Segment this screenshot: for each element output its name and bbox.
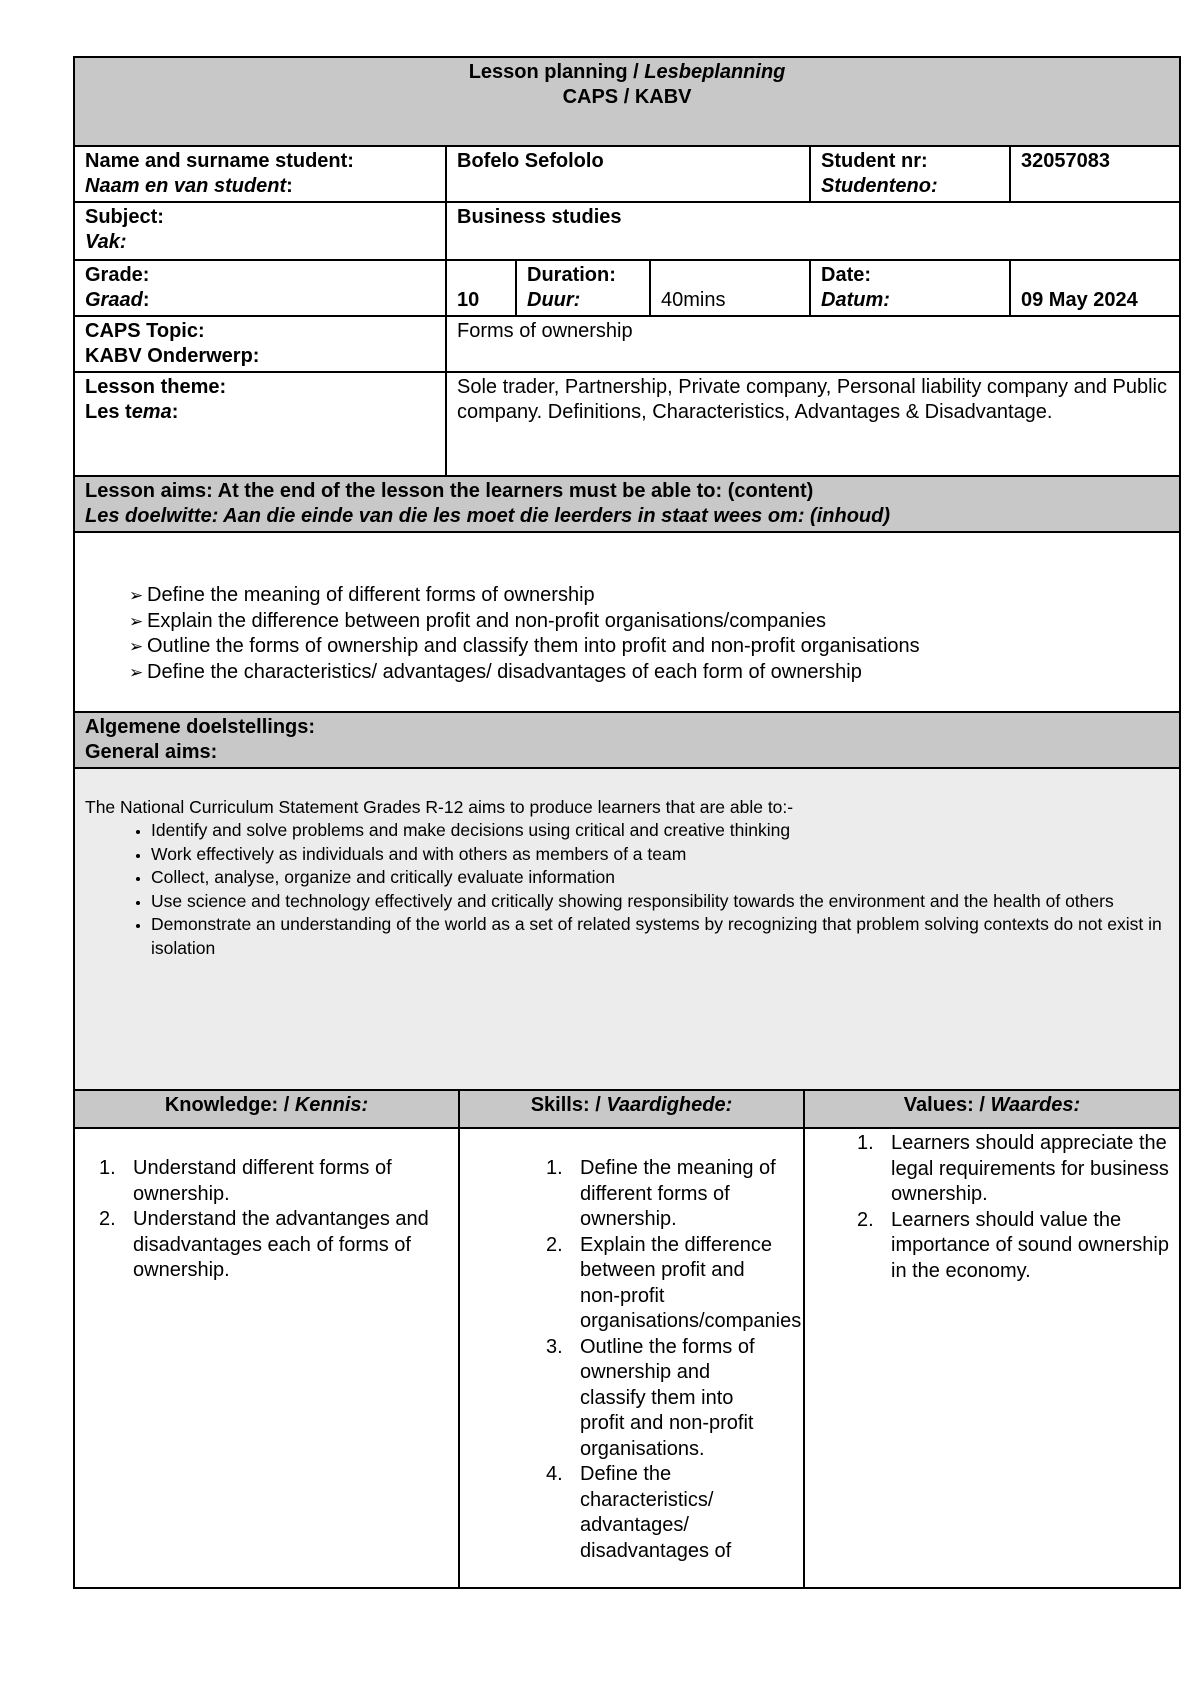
list-item [857, 1131, 1171, 1208]
knowledge-skills-values-table [73, 1089, 1181, 1589]
grade-label-en: Grade: [85, 264, 150, 286]
general-aims-content [74, 768, 1180, 1090]
theme-value: Sole trader, Partnership, Private company, Personal liability company and Public company. Definitions, Characteristics, Advantages & Disadvantage. [446, 372, 1180, 476]
values-list [815, 1131, 1171, 1284]
grade-label [74, 260, 446, 316]
list-item-text: Understand different forms of ownership. [133, 1157, 392, 1205]
topic-label [74, 316, 446, 372]
list-item-text: Outline the forms of ownership and classify them into profit and non-profit organisations. [580, 1335, 755, 1460]
list-item-number: 2. [857, 1208, 874, 1231]
knowledge-header [74, 1090, 459, 1128]
list-item-text: Define the meaning of different forms of ownership. [580, 1157, 776, 1230]
list-item-number: 3. [546, 1335, 563, 1358]
general-aims-heading [74, 712, 1180, 768]
lesson-aims-heading-af: Les doelwitte: Aan die einde van die les moet die leerders in staat wees om: (inhoud) [85, 505, 890, 527]
student-number-value: 32057083 [1010, 146, 1180, 202]
lesson-aims-content [74, 532, 1180, 712]
date-label-en: Date: [821, 264, 872, 286]
list-item: • Use science and technology effectively and critically showing responsibility towards the environment and the health of others [151, 890, 1169, 914]
list-item [546, 1233, 807, 1335]
list-item-number: 1. [857, 1132, 874, 1154]
duration-label [516, 260, 650, 316]
list-item [546, 1335, 780, 1463]
list-item: ➢ Explain the difference between profit and non-profit organisations/companies [131, 609, 1169, 635]
duration-label-af: Duur: [527, 289, 581, 311]
lesson-aims-list [85, 583, 1169, 685]
values-content [804, 1128, 1180, 1588]
list-item-text: Learners should value the importance of sound ownership in the economy. [891, 1208, 1169, 1282]
title-afrikaans: Lesbeplanning [644, 61, 786, 83]
list-item-number: 2. [99, 1208, 116, 1230]
student-number-label-af: Studenteno: [821, 175, 938, 197]
duration-label-en: Duration: [527, 264, 616, 286]
list-item-text: Explain the difference between profit and non-profit organisations/companies. [580, 1233, 807, 1332]
date-label [810, 260, 1010, 316]
knowledge-content [74, 1128, 459, 1588]
list-item-number: 1. [546, 1157, 563, 1179]
theme-label-af-prefix: Les t [85, 401, 132, 423]
topic-label-en: CAPS Topic: [85, 320, 205, 342]
list-item-text: Define the characteristics/ advantages/ disadvantages of [580, 1463, 732, 1562]
date-value: 09 May 2024 [1010, 260, 1180, 316]
skills-header-af: Vaardighede: [606, 1094, 733, 1116]
list-item [99, 1207, 429, 1284]
list-item: • Work effectively as individuals and with others as members of a team [151, 843, 1169, 867]
list-item [857, 1208, 1171, 1285]
general-aims-intro: The National Curriculum Statement Grades R-12 aims to produce learners that are able to:- [85, 797, 794, 817]
skills-list [470, 1156, 807, 1564]
list-item-number: 1. [99, 1157, 116, 1179]
list-item [546, 1156, 780, 1233]
general-aims-heading-af: Algemene doelstellings: [85, 716, 316, 738]
student-name-label [74, 146, 446, 202]
list-item-number: 4. [546, 1463, 563, 1485]
grade-label-colon: : [142, 289, 150, 311]
list-item: ➢ Define the meaning of different forms of ownership [131, 583, 1169, 609]
general-aims-heading-en: General aims: [85, 741, 218, 763]
topic-value: Forms of ownership [446, 316, 1180, 372]
lesson-plan-table [73, 56, 1181, 1091]
student-name-label-en: Name and surname student: [85, 150, 354, 172]
lesson-aims-heading-en: Lesson aims: At the end of the lesson the learners must be able to: (content) [85, 480, 814, 502]
lesson-plan-page [73, 56, 1179, 1589]
grade-label-af: Graad [85, 289, 143, 311]
duration-value: 40mins [650, 260, 810, 316]
date-label-af: Datum: [821, 289, 890, 311]
list-item: • Demonstrate an understanding of the world as a set of related systems by recognizing that problem solving contexts do not exist in isolation [151, 913, 1169, 960]
theme-label-colon: : [171, 401, 179, 423]
values-header [804, 1090, 1180, 1128]
subject-label-af: Vak: [85, 231, 127, 253]
page-title [74, 57, 1180, 146]
theme-label [74, 372, 446, 476]
list-item-text: Understand the advantanges and disadvantages each of forms of ownership. [133, 1208, 429, 1281]
student-number-label-en: Student nr: [821, 150, 928, 172]
knowledge-list [85, 1156, 429, 1284]
list-item: • Identify and solve problems and make decisions using critical and creative thinking [151, 819, 1169, 843]
title-caps: CAPS / KABV [562, 86, 692, 108]
subject-value: Business studies [446, 202, 1180, 260]
student-number-label [810, 146, 1010, 202]
knowledge-header-en: Knowledge: / [164, 1094, 295, 1116]
knowledge-header-af: Kennis: [294, 1094, 369, 1116]
list-item: ➢ Outline the forms of ownership and classify them into profit and non-profit organisations [131, 634, 1169, 660]
theme-label-af-italic: ema [131, 401, 172, 423]
values-header-af: Waardes: [990, 1094, 1081, 1116]
skills-content [459, 1128, 807, 1588]
theme-label-en: Lesson theme: [85, 376, 227, 398]
grade-value: 10 [446, 260, 516, 316]
subject-label-en: Subject: [85, 206, 164, 228]
general-aims-list [85, 819, 1169, 960]
skills-header-en: Skills: / [530, 1094, 607, 1116]
list-item [99, 1156, 429, 1207]
skills-header [459, 1090, 804, 1128]
list-item: ➢ Define the characteristics/ advantages/ disadvantages of each form of ownership [131, 660, 1169, 686]
list-item-text: Learners should appreciate the legal requirements for business ownership. [891, 1132, 1169, 1205]
student-name-value: Bofelo Sefololo [446, 146, 810, 202]
list-item [546, 1462, 780, 1564]
list-item: • Collect, analyse, organize and critically evaluate information [151, 866, 1169, 890]
lesson-aims-heading [74, 476, 1180, 532]
values-header-en: Values: / [903, 1094, 991, 1116]
student-name-label-af: Naam en van student [85, 175, 287, 197]
student-name-label-colon: : [286, 175, 293, 197]
topic-label-af: KABV Onderwerp: [85, 345, 260, 367]
title-english: Lesson planning / [468, 61, 645, 83]
list-item-number: 2. [546, 1233, 563, 1256]
subject-label [74, 202, 446, 260]
